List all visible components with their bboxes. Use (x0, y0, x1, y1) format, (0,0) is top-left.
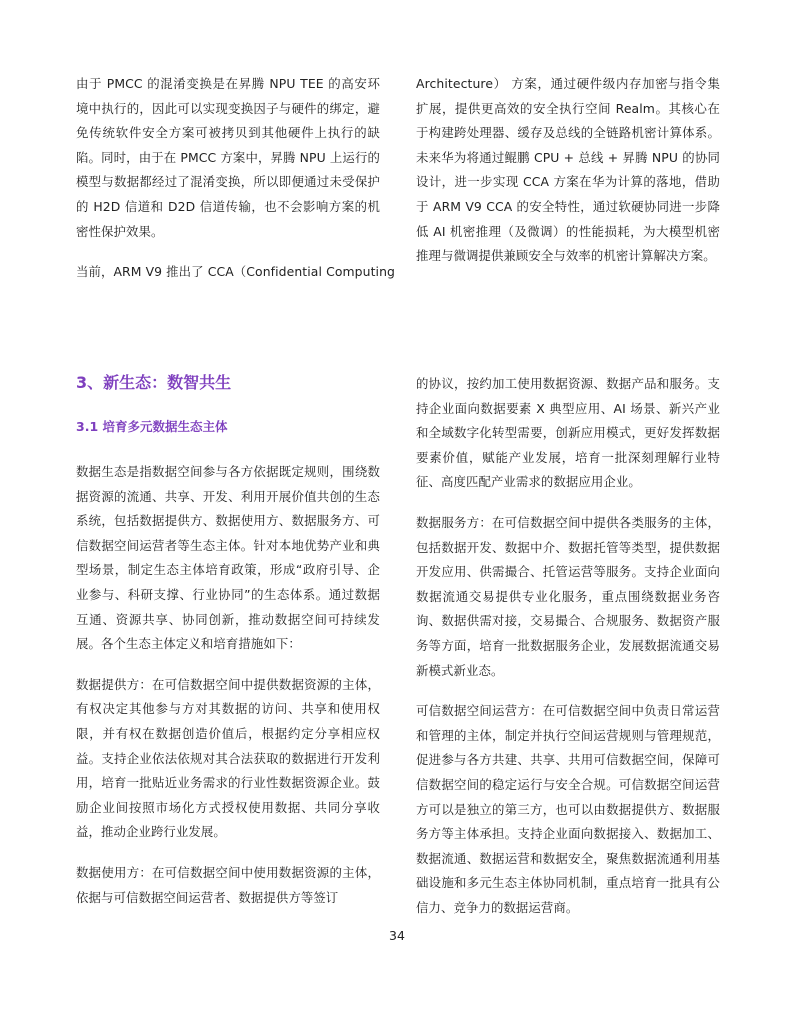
paragraph-arm-cca-intro: 当前，ARM V9 推出了 CCA（Confidential Computing (76, 264, 396, 280)
page-number: 34 (389, 928, 405, 943)
paragraph-pmcc: 由于 PMCC 的混淆变换是在昇腾 NPU TEE 的高安环境中执行的，因此可以实现变换因子与硬件的绑定，避免传统软件安全方案可被拷贝到其他硬件上执行的缺陷。同时，由于在 PMCC 方案中，昇腾 NPU 上运行的模型与数据都经过了混淆变换，所以即便通过未受保护的 H2D 信道和 D2D 信道传输，也不会影响方案的机密性保护效果。 (76, 76, 380, 239)
paragraph-arm-cca: Architecture） 方案，通过硬件级内存加密与指令集扩展，提供更高效的安全执行空间 Realm。其核心在于构建跨处理器、缓存及总线的全链路机密计算体系。未来华为将通过鲲鹏 CPU + 总线 + 昇腾 NPU 的协同设计，进一步实现 CCA 方案在华为计算的落地，借助于 ARM V9 CCA 的安全特性，通过软硬协同进一步降低 AI 机密推理（及微调）的性能损耗，为大模型机密推理与微调提供兼顾安全与效率的机密计算解决方案。 (416, 76, 720, 264)
paragraph-data-user-cont: 的协议，按约加工使用数据资源、数据产品和服务。支持企业面向数据要素 X 典型应用、AI 场景、新兴产业和全域数字化转型需要，创新应用模式，更好发挥数据要素价值，赋能产业发展，培育一批深刻理解行业特征、高度匹配产业需求的数据应用企业。 (416, 376, 720, 490)
top-right-column (416, 72, 720, 269)
bottom-right-column (416, 372, 720, 920)
top-left-column (76, 72, 396, 285)
paragraph-data-ecosystem: 数据生态是指数据空间参与各方依据既定规则，围绕数据资源的流通、共享、开发、利用开展价值共创的生态系统，包括数据提供方、数据使用方、数据服务方、可信数据空间运营者等生态主体。针对本地优势产业和典型场景，制定生态主体培育政策，形成“政府引导、企业参与、科研支撑、行业协同”的生态体系。通过数据互通、资源共享、协同创新，推动数据空间可持续发展。各个生态主体定义和培育措施如下： (76, 464, 380, 652)
paragraph-data-user: 数据使用方：在可信数据空间中使用数据资源的主体，依据与可信数据空间运营者、数据提供方等签订 (76, 864, 380, 905)
paragraph-space-operator: 可信数据空间运营方：在可信数据空间中负责日常运营和管理的主体，制定并执行空间运营规则与管理规范，促进参与各方共建、共享、共用可信数据空间，保障可信数据空间的稳定运行与安全合规。可信数据空间运营方可以是独立的第三方，也可以由数据提供方、数据服务方等主体承担。支持企业面向数据接入、数据加工、数据流通、数据运营和数据安全，聚焦数据流通利用基础设施和多元生态主体协同机制，重点培育一批具有公信力、竞争力的数据运营商。 (416, 703, 720, 915)
bottom-left-column (76, 460, 380, 910)
paragraph-data-service-provider: 数据服务方：在可信数据空间中提供各类服务的主体，包括数据开发、数据中介、数据托管等类型，提供数据开发应用、供需撮合、托管运营等服务。支持企业面向数据流通交易提供专业化服务，重点围绕数据业务咨询、数据供需对接，交易撮合、合规服务、数据资产服务等方面，培育一批数据服务企业，发展数据流通交易新模式新业态。 (416, 514, 720, 678)
subsection-heading: 3.1 培育多元数据生态主体 (76, 419, 228, 434)
paragraph-data-provider: 数据提供方：在可信数据空间中提供数据资源的主体，有权决定其他参与方对其数据的访问、共享和使用权限，并有权在数据创造价值后，根据约定分享相应权益。支持企业依法依规对其合法获取的数据进行开发利用，培育一批贴近业务需求的行业性数据资源企业。鼓励企业间按照市场化方式授权使用数据、共同分享收益，推动企业跨行业发展。 (76, 676, 380, 840)
section-heading: 3、新生态：数智共生 (76, 373, 232, 392)
